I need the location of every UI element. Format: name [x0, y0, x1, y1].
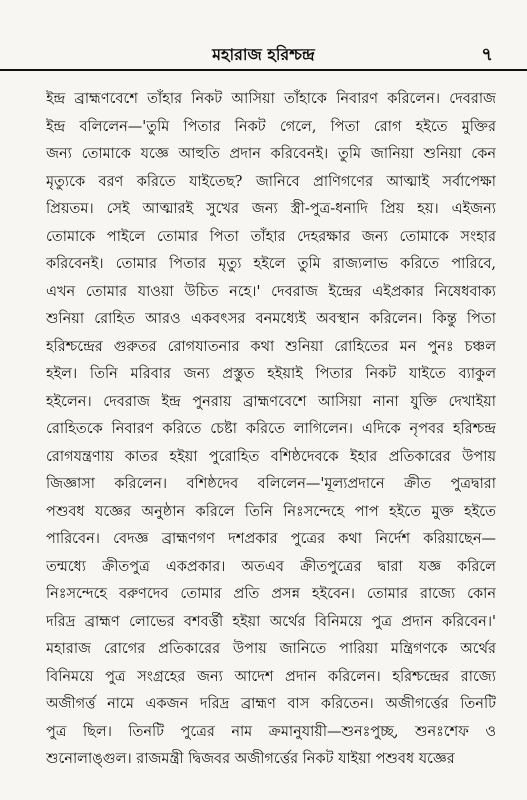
text-line: পশুবধ যজ্ঞের অনুষ্ঠান করিলে তিনি নিঃসন্দেহে পাপ হইতে মুক্ত হইতে — [46, 503, 496, 520]
text-line: করিবেনই। তোমার পিতার মৃত্যু হইলে তুমি রাজ্যলাভ করিতে পারিবে, — [46, 256, 496, 272]
text-line: দরিদ্র ব্রাহ্মণ লোভের বশবর্ত্তী হইয়া অর্থের বিনিময়ে পুত্র প্রদান করিবেন।' — [46, 613, 496, 630]
text-line: হইলেন। দেবরাজ ইন্দ্র পুনরায় ব্রাহ্মণবেশে আসিয়া নানা যুক্তি দেখাইয়া — [46, 393, 496, 410]
text-line: মৃত্যুকে বরণ করিতে যাইতেছ? জানিবে প্রাণিগণের আত্মাই সর্বাপেক্ষা — [46, 173, 496, 190]
text-line: শুনিয়া রোহিত আরও একবৎসর বনমধ্যেই অবস্থান করিলেন। কিন্তু পিতা — [46, 311, 496, 327]
text-line: রোগযন্ত্রণায় কাতর হইয়া পুরোহিত বশিষ্ঠদেবকে ইহার প্রতিকারের উপায় — [46, 448, 496, 465]
text-line: অজীগর্ত্ত নামে একজন দরিদ্র ব্রাহ্মণ বাস করিতেন। অজীগর্ত্তের তিনটি — [46, 696, 496, 712]
text-line: পুত্র ছিল। তিনটি পুত্রের নাম ক্রমানুযায়ী—শুনঃপুচ্ছ, শুনঃশেফ ও — [46, 723, 496, 740]
text-line: তোমাকে পাইলে তোমার পিতা তাঁহার দেহরক্ষার জন্য তোমাকে সংহার — [46, 228, 496, 245]
body-text — [46, 86, 496, 774]
page-number: ৭ — [481, 44, 493, 65]
text-line: নিঃসন্দেহে বরুণদেব তোমার প্রতি প্রসন্ন হইবেন। তোমার রাজ্যে কোন — [46, 586, 496, 602]
text-line: হইল। তিনি মরিবার জন্য প্রস্তুত হইয়াই পিতার নিকট যাইতে ব্যাকুল — [46, 366, 496, 382]
text-line: রোহিতকে নিবারণ করিতে চেষ্টা করিতে লাগিলেন। এদিকে নৃপবর হরিশ্চন্দ্র — [46, 421, 496, 437]
header-rule — [0, 69, 527, 71]
text-line: মহারাজ রোগের প্রতিকারের উপায় জানিতে পারিয়া মন্ত্রিগণকে অর্থের — [46, 641, 496, 657]
text-line: তন্মধ্যে ক্রীতপুত্র একপ্রকার। অতএব ক্রীতপুত্রের দ্বারা যজ্ঞ করিলে — [46, 558, 496, 575]
text-line: ইন্দ্র বলিলেন—'তুমি পিতার নিকট গেলে, পিতা রোগ হইতে মুক্তির — [46, 118, 496, 135]
text-line: হরিশ্চন্দ্রের গুরুতর রোগযাতনার কথা শুনিয়া রোহিতের মন পুনঃ চঞ্চল — [46, 338, 496, 355]
running-title: মহারাজ হরিশ্চন্দ্র — [212, 45, 315, 64]
text-line: এখন তোমার যাওয়া উচিত নহে।' দেবরাজ ইন্দ্রের এইপ্রকার নিষেধবাক্য — [46, 283, 496, 300]
text-line: পারিবেন। বেদজ্ঞ ব্রাহ্মণগণ দশপ্রকার পুত্রের কথা নির্দেশ করিয়াছেন— — [46, 531, 496, 547]
text-line: জন্য তোমাকে যজ্ঞে আহুতি প্রদান করিবেনই। তুমি জানিয়া শুনিয়া কেন — [46, 146, 496, 162]
text-line: বিনিময়ে পুত্র সংগ্রহের জন্য আদেশ প্রদান করিলেন। হরিশ্চন্দ্রের রাজ্যে — [46, 668, 496, 685]
running-header — [0, 44, 527, 74]
text-line: ইন্দ্র ব্রাহ্মণবেশে তাঁহার নিকট আসিয়া তাঁহাকে নিবারণ করিলেন। দেবরাজ — [46, 91, 496, 107]
text-line: জিজ্ঞাসা করিলেন। বশিষ্ঠদেব বলিলেন—'মূল্যপ্রদানে ক্রীত পুত্রদ্বারা — [46, 476, 496, 492]
text-line: শুনোলাঙ্গুল। রাজমন্ত্রী দ্বিজবর অজীগর্ত্তের নিকট যাইয়া পশুবধ যজ্ঞের — [46, 751, 455, 767]
text-line: প্রিয়তম। সেই আত্মারই সুখের জন্য স্ত্রী-পুত্র-ধনাদি প্রিয় হয়। এইজন্য — [46, 201, 496, 217]
